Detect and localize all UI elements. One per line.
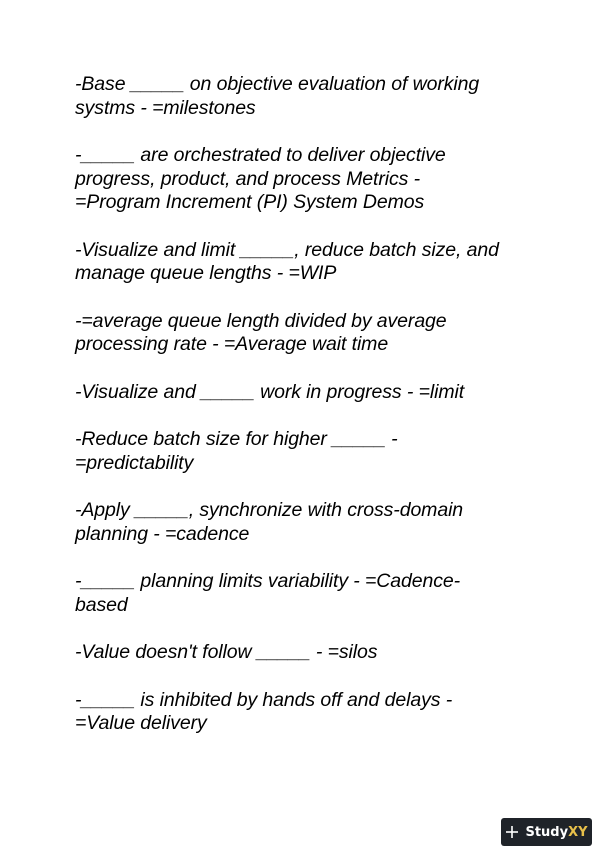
brand-name-study: Study	[525, 824, 569, 840]
flashcard-item: -Apply _____, synchronize with cross-domain planning - =cadence	[75, 499, 464, 545]
flashcard-item: -Visualize and limit _____, reduce batch size, and manage queue lengths - =WIP	[75, 238, 499, 284]
flashcard-item: -_____ is inhibited by hands off and delays - =Value delivery	[75, 688, 453, 734]
plus-icon	[505, 825, 519, 839]
brand-name	[525, 825, 587, 840]
flashcard-item: -Reduce batch size for higher _____ - =predictability	[75, 428, 398, 474]
flashcard-item: -_____ planning limits variability - =Cadence- based	[75, 570, 461, 616]
brand-name-xy: XY	[568, 824, 588, 840]
flashcard-item: -Value doesn't follow _____ - =silos	[75, 641, 378, 663]
flashcard-item: -Base _____ on objective evaluation of working systms - =milestones	[75, 73, 480, 119]
studyxy-badge[interactable]	[501, 818, 592, 846]
flashcard-item: -=average queue length divided by average processing rate - =Average wait time	[75, 309, 447, 355]
flashcard-item: -_____ are orchestrated to deliver objective progress, product, and process Metrics - =Program Increment (PI) System Demos	[75, 144, 446, 213]
flashcard-list	[75, 73, 545, 760]
flashcard-item: -Visualize and _____ work in progress - =limit	[75, 380, 465, 403]
